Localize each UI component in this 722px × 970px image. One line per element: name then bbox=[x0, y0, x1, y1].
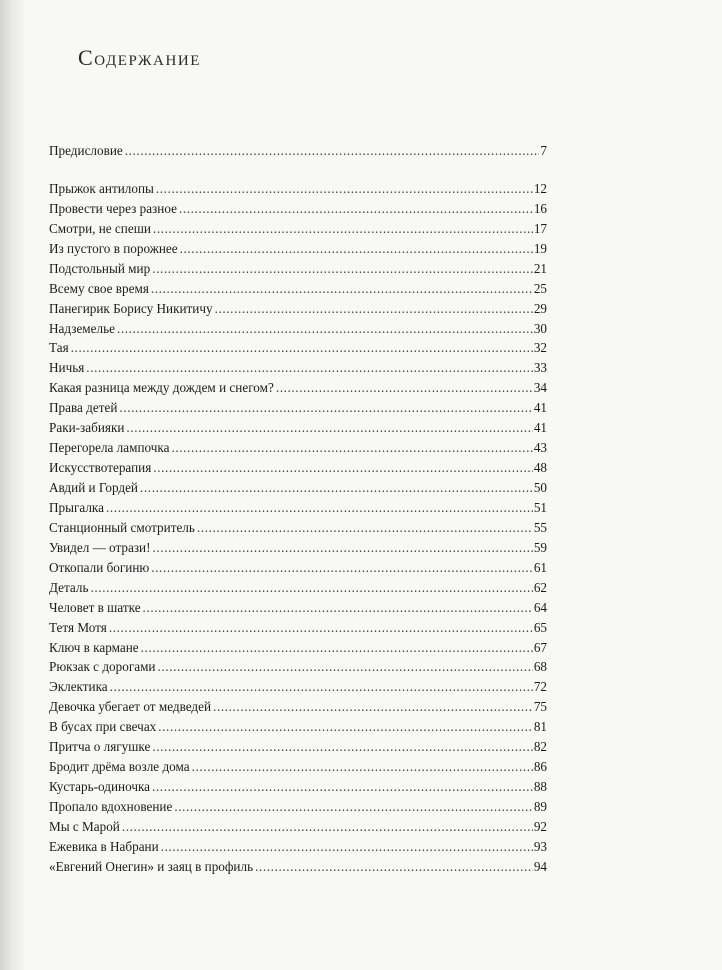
toc-entry bbox=[49, 418, 547, 438]
toc-dot-leader bbox=[117, 319, 533, 339]
toc-entry-page-number: 92 bbox=[533, 818, 547, 834]
toc-entry-title: Ключ в кармане bbox=[49, 639, 139, 655]
toc-entry-page-number: 33 bbox=[533, 360, 547, 376]
toc-entry bbox=[49, 638, 547, 658]
toc-entry-title: Человет в шатке bbox=[49, 599, 141, 615]
toc-entry bbox=[49, 558, 547, 578]
toc-entry bbox=[49, 618, 547, 638]
toc-entry-title: Ничья bbox=[49, 360, 85, 376]
toc-entry bbox=[49, 378, 547, 398]
toc-entry bbox=[49, 578, 547, 598]
toc-entry-title: Рюкзак с дорогами bbox=[49, 659, 156, 675]
toc-entry-title: «Евгений Онегин» и заяц в профиль bbox=[49, 858, 254, 874]
toc-dot-leader bbox=[156, 179, 533, 199]
toc-dot-leader bbox=[122, 817, 533, 837]
toc-entry-page-number: 81 bbox=[533, 719, 547, 735]
toc-entry bbox=[49, 299, 547, 319]
toc-entry-title: Мы с Марой bbox=[49, 818, 120, 834]
toc-entry-title: Предисловие bbox=[49, 143, 123, 158]
toc-entry-page-number: 17 bbox=[533, 220, 547, 236]
toc-entry bbox=[49, 857, 547, 877]
toc-entry bbox=[49, 398, 547, 418]
toc-entry-title: Раки-забияки bbox=[49, 420, 125, 436]
toc-entry-page-number: 86 bbox=[533, 759, 547, 775]
toc-entry-title: Подстольный мир bbox=[49, 260, 151, 276]
toc-dot-leader bbox=[213, 697, 533, 717]
toc-entry-title: Всему свое время bbox=[49, 280, 149, 296]
toc-dot-leader bbox=[153, 458, 533, 478]
toc-entry bbox=[49, 837, 547, 857]
toc-entry-page-number: 25 bbox=[533, 280, 547, 296]
toc-entry bbox=[49, 737, 547, 757]
toc-entry-page-number: 50 bbox=[533, 480, 547, 495]
toc-entry-title: Откопали богиню bbox=[49, 559, 150, 575]
toc-entry-page-number: 72 bbox=[533, 679, 547, 695]
toc-dot-leader bbox=[119, 398, 532, 418]
toc-entry-title: В бусах при свечах bbox=[49, 719, 157, 735]
toc-entry-title: Пропало вдохновение bbox=[49, 799, 173, 814]
toc-entry-page-number: 43 bbox=[533, 440, 547, 456]
toc-entry-page-number: 68 bbox=[533, 659, 547, 675]
toc-entry-page-number: 88 bbox=[533, 779, 547, 795]
toc-entry bbox=[49, 717, 547, 737]
toc-entry-page-number: 59 bbox=[533, 539, 547, 555]
toc-dot-leader bbox=[86, 358, 533, 378]
toc-entry bbox=[49, 498, 547, 518]
toc-entry bbox=[49, 538, 547, 558]
toc-entry-page-number: 67 bbox=[533, 639, 547, 655]
toc-entry-page-number: 65 bbox=[533, 619, 547, 635]
toc-entry bbox=[49, 817, 547, 837]
toc-entry-page-number: 82 bbox=[533, 739, 547, 755]
toc-entry-page-number: 41 bbox=[533, 400, 547, 416]
toc-entry bbox=[49, 677, 547, 697]
toc-dot-leader bbox=[143, 598, 533, 618]
toc-entry-page-number: 55 bbox=[533, 519, 547, 535]
toc-entry-page-number: 61 bbox=[533, 559, 547, 575]
toc-dot-leader bbox=[158, 717, 533, 737]
toc-entry bbox=[49, 259, 547, 279]
page-gutter-shadow bbox=[0, 0, 26, 970]
toc-entry bbox=[49, 478, 547, 498]
toc-entry-title: Из пустого в порожнее bbox=[49, 240, 178, 256]
toc-dot-leader bbox=[109, 618, 533, 638]
toc-dot-leader bbox=[71, 338, 533, 358]
toc-dot-leader bbox=[141, 638, 533, 658]
toc-entry-page-number: 75 bbox=[533, 699, 547, 715]
toc-dot-leader bbox=[197, 518, 533, 538]
toc-entry-title: Эклектика bbox=[49, 679, 108, 695]
toc-dot-leader bbox=[174, 797, 533, 817]
toc-entry-title: Притча о лягушке bbox=[49, 739, 151, 755]
toc-dot-leader bbox=[153, 538, 533, 558]
toc-dot-leader bbox=[126, 418, 532, 438]
toc-entry bbox=[49, 757, 547, 777]
toc-dot-leader bbox=[192, 757, 533, 777]
toc-dot-leader bbox=[110, 677, 533, 697]
toc-entry-page-number: 41 bbox=[533, 420, 547, 436]
toc-entry bbox=[49, 358, 547, 378]
toc-entry-page-number: 48 bbox=[533, 460, 547, 476]
toc-entry-page-number: 94 bbox=[533, 858, 547, 874]
toc-entry-title: Девочка убегает от медведей bbox=[49, 699, 212, 715]
toc-dot-leader bbox=[179, 199, 533, 219]
toc-dot-leader bbox=[151, 558, 533, 578]
toc-entry bbox=[49, 239, 547, 259]
toc-entry bbox=[49, 458, 547, 478]
toc-dot-leader bbox=[125, 141, 540, 161]
toc-entry-title: Авдий и Гордей bbox=[49, 480, 138, 495]
toc-entry-title: Смотри, не спеши bbox=[49, 220, 151, 236]
toc-entry-title: Бродит дрёма возле дома bbox=[49, 759, 190, 775]
toc-entry bbox=[49, 598, 547, 618]
toc-dot-leader bbox=[151, 279, 533, 299]
toc-entry bbox=[49, 777, 547, 797]
table-of-contents bbox=[49, 141, 547, 877]
toc-entry bbox=[49, 797, 547, 817]
toc-entry-title: Кустарь-одиночка bbox=[49, 779, 151, 795]
toc-entry bbox=[49, 338, 547, 358]
toc-dot-leader bbox=[158, 657, 533, 677]
toc-entry-page-number: 19 bbox=[533, 240, 547, 256]
toc-entry-page-number: 12 bbox=[533, 180, 547, 196]
toc-entry bbox=[49, 141, 547, 161]
toc-dot-leader bbox=[276, 378, 533, 398]
toc-entry bbox=[49, 199, 547, 219]
toc-entry bbox=[49, 697, 547, 717]
toc-dot-leader bbox=[152, 777, 533, 797]
toc-entry-title: Прыжок антилопы bbox=[49, 180, 154, 196]
toc-entry bbox=[49, 657, 547, 677]
toc-dot-leader bbox=[171, 438, 532, 458]
toc-dot-leader bbox=[255, 857, 533, 877]
toc-dot-leader bbox=[161, 837, 533, 857]
toc-entry-title: Права детей bbox=[49, 400, 118, 416]
toc-entry-page-number: 29 bbox=[533, 300, 547, 316]
toc-dot-leader bbox=[152, 259, 533, 279]
toc-entry-page-number: 32 bbox=[533, 340, 547, 356]
toc-entry-page-number: 89 bbox=[533, 799, 547, 814]
toc-entry bbox=[49, 518, 547, 538]
toc-entry-title: Прыгалка bbox=[49, 499, 104, 515]
toc-entry-title: Перегорела лампочка bbox=[49, 440, 170, 456]
toc-dot-leader bbox=[91, 578, 533, 598]
toc-entry bbox=[49, 219, 547, 239]
toc-entry bbox=[49, 179, 547, 199]
toc-dot-leader bbox=[180, 239, 533, 259]
toc-dot-leader bbox=[152, 737, 532, 757]
toc-entry-title: Надземелье bbox=[49, 320, 115, 336]
toc-entry-title: Тетя Мотя bbox=[49, 619, 107, 635]
toc-entry-page-number: 34 bbox=[533, 380, 547, 396]
toc-entry-title: Какая разница между дождем и снегом? bbox=[49, 380, 274, 396]
toc-entry-title: Тая bbox=[49, 340, 69, 356]
toc-entry-title: Увидел — отрази! bbox=[49, 539, 151, 555]
toc-entry-page-number: 21 bbox=[533, 260, 547, 276]
toc-entry-title: Деталь bbox=[49, 579, 89, 595]
toc-entry-title: Искусствотерапия bbox=[49, 460, 152, 476]
toc-dot-leader bbox=[215, 299, 533, 319]
toc-entry-page-number: 62 bbox=[533, 579, 547, 595]
toc-entry bbox=[49, 319, 547, 339]
toc-entry-page-number: 93 bbox=[533, 838, 547, 854]
toc-entry-page-number: 64 bbox=[533, 599, 547, 615]
toc-entry-title: Ежевика в Набрани bbox=[49, 838, 159, 854]
page-title: Содержание bbox=[78, 45, 202, 70]
toc-entry-page-number: 16 bbox=[533, 200, 547, 216]
toc-dot-leader bbox=[153, 219, 533, 239]
toc-entry-page-number: 30 bbox=[533, 320, 547, 336]
toc-dot-leader bbox=[106, 498, 533, 518]
toc-entry-title: Станционный смотритель bbox=[49, 519, 195, 535]
toc-entry-title: Панегирик Борису Никитичу bbox=[49, 300, 213, 316]
toc-entry-page-number: 51 bbox=[533, 499, 547, 515]
toc-entry bbox=[49, 438, 547, 458]
toc-entry-title: Провести через разное bbox=[49, 200, 177, 216]
toc-entry-page-number: 7 bbox=[540, 143, 547, 158]
toc-entry bbox=[49, 279, 547, 299]
toc-dot-leader bbox=[140, 478, 533, 498]
